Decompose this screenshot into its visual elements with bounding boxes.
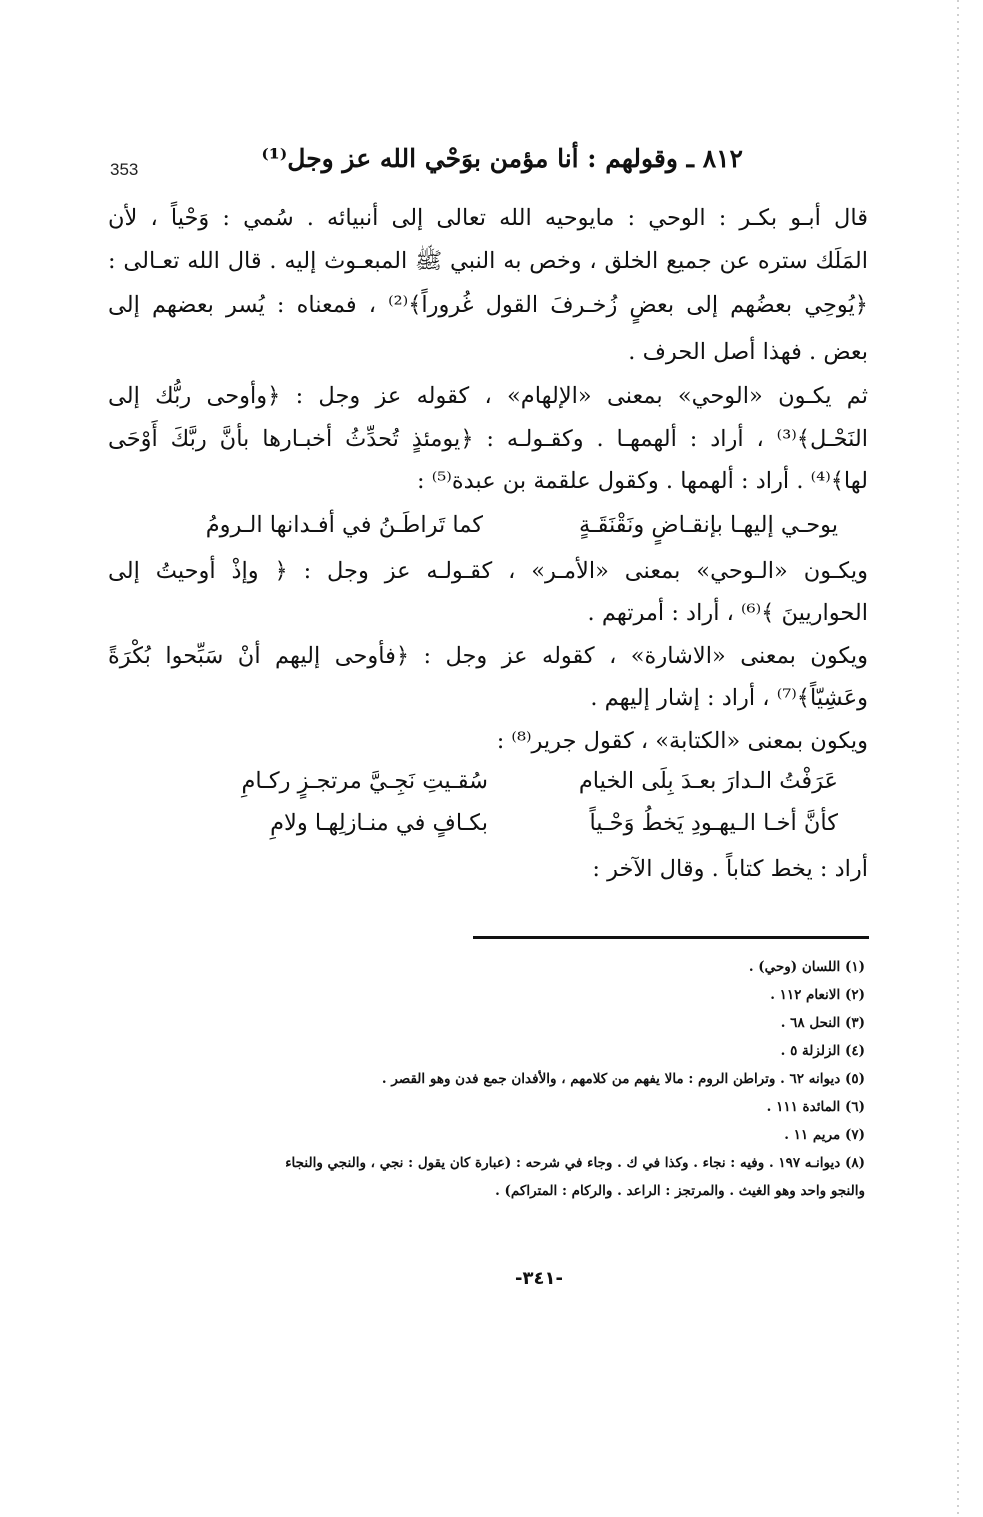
footnote: (٦) المائدة ١١١ . <box>766 1099 865 1115</box>
text-line: ﴿يُوحِي بعضُهم إلى بعضٍ زُخـرفَ القول غُروراً﴾⁽²⁾ ، فمعناه : يُسر بعضهم إلى <box>108 292 868 318</box>
footnote: (٢) الانعام ١١٢ . <box>770 987 865 1003</box>
footnote: (٣) النحل ٦٨ . <box>780 1015 865 1031</box>
verse-hemistich-right: عَرَفْتُ الـدارَ بعـدَ بِلَى الخيام <box>578 768 838 794</box>
text-line: ويكون بمعنى «الكتابة» ، كقول جرير⁽⁸⁾ : <box>496 728 868 754</box>
footnote: (٤) الزلزلة ٥ . <box>780 1043 865 1059</box>
footnote: (١) اللسان (وحي) . <box>748 959 865 975</box>
text-line: ويكون بمعنى «الاشارة» ، كقوله عز وجل : ﴿فأوحى إليهم أنْ سَبِّحوا بُكْرَةً <box>108 643 868 669</box>
verse-hemistich-right: يوحـي إليهـا بإنقـاضٍ ونَقْنَقَـةٍ <box>578 512 838 538</box>
text-line: النَحْـل﴾⁽³⁾ ، أراد : ألهمهـا . وكقـولـه : ﴿يومئذٍ تُحدِّثُ أخبـارها بأنَّ ربَّكَ أَوْحَى <box>108 426 868 452</box>
text-line: ويكـون «الـوحي» بمعنى «الأمـر» ، كقـولـه عز وجل : ﴿ وإذْ أوحيتُ إلى <box>108 558 868 584</box>
page-number-top: 353 <box>110 160 139 179</box>
text-line: ثم يكـون «الوحي» بمعنى «الإلهام» ، كقوله عز وجل : ﴿وأوحى ربُّك إلى <box>108 383 868 409</box>
scan-margin-dots <box>957 0 959 1517</box>
footnote: (٧) مريم ١١ . <box>784 1127 865 1143</box>
verse-hemistich-left: كما تَراطَـنُ في أفـدانها الـرومُ <box>205 512 483 538</box>
footnote: (٥) ديوانه ٦٢ . وتراطن الروم : مالا يفهم من كلامهم ، والأفدان جمع فدن وهو القصر . <box>381 1071 865 1087</box>
text-line: الحواريينَ ﴾⁽⁶⁾ ، أراد : أمرتهم . <box>587 600 868 626</box>
text-line: بعض . فهذا أصل الحرف . <box>628 339 868 365</box>
verse-hemistich-left: سُقـيتِ نَجِـيَّ مرتجـزٍ ركـامِ <box>241 768 488 794</box>
verse-hemistich-right: كأنَّ أخـا الـيهـودِ يَخطُ وَحْـياً <box>589 810 838 836</box>
page-number-bottom: -٣٤١- <box>515 1268 563 1289</box>
verse-hemistich-left: بكـافٍ في منـازلِهـا ولامِ <box>270 810 488 836</box>
text-line: قال أبـو بكـر : الوحي : مايوحيه الله تعالى إلى أنبيائه . سُمي : وَحْياً ، لأن <box>108 205 868 231</box>
text-line: لها﴾⁽⁴⁾ . أراد : ألهمها . وكقول علقمة بن عبدة⁽⁵⁾ : <box>417 468 868 494</box>
text-line: أراد : يخط كتاباً . وقال الآخر : <box>592 856 868 882</box>
text-line: وعَشِيّاً﴾⁽⁷⁾ ، أراد : إشار إليهم . <box>590 685 868 711</box>
section-heading: ٨١٢ ـ وقولهم : أنا مؤمن بوَحْي الله عز وجل⁽¹⁾ <box>261 144 743 173</box>
text-line: المَلَك ستره عن جميع الخلق ، وخص به النبي ﷺ المبعـوث إليه . قال الله تعـالى : <box>108 248 868 274</box>
footnote: والنجو واحد وهو الغيث . والمرتجز : الراعد . والركام : المتراكم) . <box>495 1183 865 1199</box>
footnote: (٨) ديوانـه ١٩٧ . وفيه : نجاء . وكذا في ك . وجاء في شرحه : (عبارة كان يقول : نجي ، والنجي والنجاء <box>285 1155 865 1171</box>
footnote-divider <box>473 936 869 939</box>
